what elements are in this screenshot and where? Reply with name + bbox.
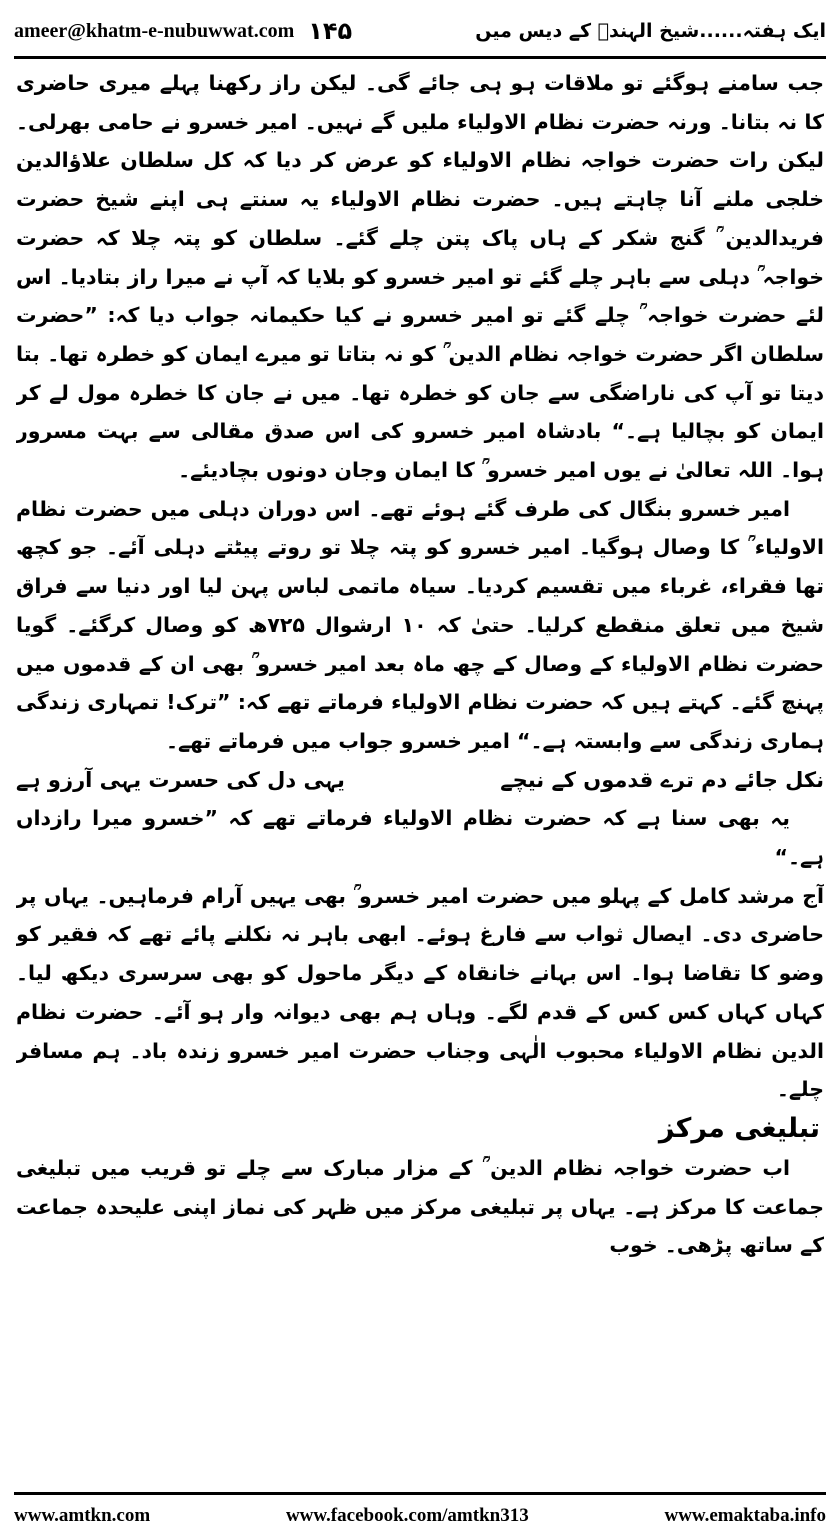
body-text — [16, 64, 824, 1480]
paragraph-5: اب حضرت خواجہ نظام الدین ؒ کے مزار مبارک سے چلے تو قریب میں تبلیغی جماعت کا مرکز ہے۔ یہاں پر تبلیغی مرکز میں ظہر کی نماز اپنی علیحدہ جماعت کے ساتھ پڑھی۔ خوب — [16, 1155, 824, 1258]
paragraph-2: امیر خسرو بنگال کی طرف گئے ہوئے تھے۔ اس دوران دہلی میں حضرت نظام الاولیاء ؒ کا وصال ہوگیا۔ امیر خسرو کو پتہ چلا تو روتے پیٹتے دہلی آئے۔ جو کچھ تھا فقراء، غرباء میں تقسیم کردیا۔ سیاہ ماتمی لباس پہن لیا اور دنیا سے فراق شیخ میں تعلق منقطع کرلیا۔ حتیٰ کہ ۱۰ ارشوال ۷۲۵ھ کو وصال کرگئے۔ گویا حضرت نظام الاولیاء کے وصال کے چھ ماہ بعد امیر خسرو ؒ بھی ان کے قدموں میں پہنچ گئے۔ کہتے ہیں کہ حضرت نظام الاولیاء فرماتے تھے کہ: ”ترک! تمہاری زندگی ہماری زندگی سے وابستہ ہے۔“ امیر خسرو جواب میں فرماتے تھے۔ — [16, 496, 824, 753]
footer-website-amtkn: www.amtkn.com — [14, 1505, 151, 1526]
footer-facebook-link: www.facebook.com/amtkn313 — [285, 1505, 529, 1526]
header-email: ameer@khatm-e-nubuwwat.com — [14, 19, 295, 42]
verse-second-line: یہی دل کی حسرت یہی آرزو ہے — [16, 767, 345, 792]
footer-rule — [14, 1492, 826, 1495]
verse-first-line: نکل جائے دم ترے قدموں کے نیچے — [500, 767, 824, 792]
section-heading: تبلیغی مرکز — [658, 1112, 820, 1144]
verse-couplet — [16, 761, 824, 800]
header-left — [14, 17, 352, 45]
running-title: ایک ہفتہ......شیخ الہندؒ کے دیس میں — [475, 20, 826, 42]
paragraph-3: یہ بھی سنا ہے کہ حضرت نظام الاولیاء فرماتے تھے کہ ”خسرو میرا رازداں ہے۔“ — [16, 806, 824, 870]
header-rule — [14, 56, 826, 59]
paragraph-4: آج مرشد کامل کے پہلو میں حضرت امیر خسرو ؒ بھی یہیں آرام فرماہیں۔ یہاں پر حاضری دی۔ ایصال ثواب سے فارغ ہوئے۔ ابھی باہر نہ نکلنے پائے تھے کہ فقیر کو وضو کا تقاضا ہوا۔ اس بہانے خانقاہ کے دیگر ماحول کو بھی سرسری دیکھ لیا۔ کہاں کہاں کس کس کے قدم لگے۔ وہاں ہم بھی دیوانہ وار ہو آئے۔ حضرت نظام الدین نظام الاولیاء محبوب الٰہی وجناب حضرت امیر خسرو زندہ باد۔ ہم مسافر چلے۔ — [16, 883, 824, 1102]
footer-website-emaktaba: www.emaktaba.info — [664, 1505, 826, 1526]
page-header — [14, 8, 826, 54]
page-footer — [14, 1501, 826, 1531]
page-number: ۱۴۵ — [308, 17, 353, 45]
paragraph-1: جب سامنے ہوگئے تو ملاقات ہو ہی جائے گی۔ لیکن راز رکھنا پہلے میری حاضری کا نہ بتانا۔ ورنہ حضرت نظام الاولیاء ملیں گے نہیں۔ امیر خسرو نے حامی بھرلی۔ لیکن رات حضرت خواجہ نظام الاولیاء کو عرض کر دیا کہ کل سلطان علاؤالدین خلجی ملنے آنا چاہتے ہیں۔ حضرت نظام الاولیاء یہ سنتے ہی اپنے شیخ حضرت فریدالدین ؒ گنج شکر کے ہاں پاک پتن چلے گئے۔ سلطان کو پتہ چلا کہ حضرت خواجہ ؒ دہلی سے باہر چلے گئے تو امیر خسرو کو بلایا کہ آپ نے میرا راز بتادیا۔ اس لئے حضرت خواجہ ؒ چلے گئے تو امیر خسرو نے کیا حکیمانہ جواب دیا کہ: ”حضرت سلطان اگر حضرت خواجہ نظام الدین ؒ کو نہ بتاتا تو میرے ایمان کو خطرہ تھا۔ بتا دیتا تو آپ کی ناراضگی سے جان کو خطرہ تھا۔ میں نے جان کا خطرہ مول لے کر ایمان کو بچالیا ہے۔“ بادشاہ امیر خسرو کی اس صدق مقالی سے بہت مسرور ہوا۔ اللہ تعالیٰ نے یوں امیر خسرو ؒ کا ایمان وجان دونوں بچادیئے۔ — [16, 71, 824, 483]
